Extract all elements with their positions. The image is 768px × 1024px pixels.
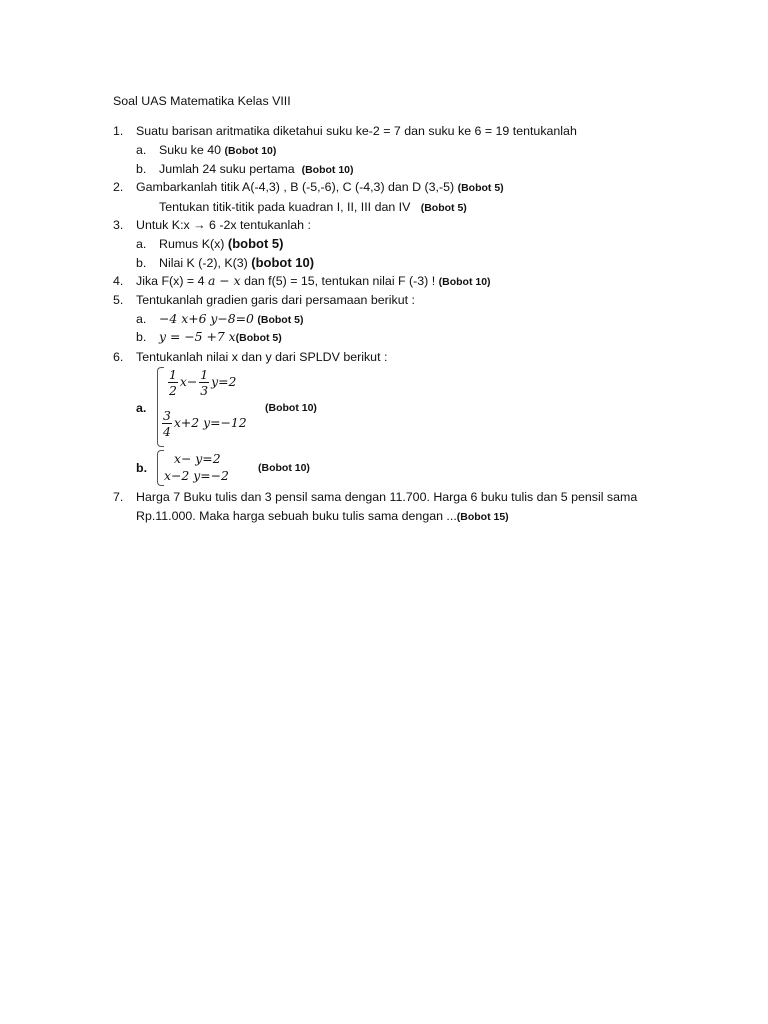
fraction-denominator: 3 xyxy=(200,383,209,398)
question-1a-label: a. xyxy=(136,143,147,157)
question-6a-eq1 xyxy=(166,367,236,398)
question-2-sub-text: Tentukan titik-titik pada kuadran I, II, III dan IV xyxy=(159,200,411,214)
question-4-bobot: (Bobot 10) xyxy=(438,276,491,288)
question-7-line2: Rp.11.000. Maka harga sebuah buku tulis sama dengan ... xyxy=(136,509,457,523)
question-4-math: a − x xyxy=(207,273,241,288)
question-6b-eq2: x−2 y=−2 xyxy=(164,468,229,483)
question-2-bobot: (Bobot 5) xyxy=(457,182,504,194)
question-5a-math: −4 x+6 y−8=0 xyxy=(159,311,254,326)
question-5b-bobot: (Bobot 5) xyxy=(235,332,282,344)
question-5b-label: b. xyxy=(136,330,147,344)
question-5a-bobot: (Bobot 5) xyxy=(257,314,304,326)
question-4-text-post: dan f(5) = 15, tentukan nilai F (-3) ! xyxy=(244,274,436,288)
question-6-text: Tentukanlah nilai x dan y dari SPLDV berikut : xyxy=(136,350,388,364)
question-6b-eq1: x− y=2 xyxy=(174,451,221,466)
question-6-number: 6. xyxy=(113,350,124,364)
question-1b-text: Jumlah 24 suku pertama xyxy=(159,162,295,176)
question-1a-text: Suku ke 40 xyxy=(159,143,221,157)
question-3b-text: Nilai K (-2), K(3) xyxy=(159,256,248,270)
fraction-numerator: 1 xyxy=(169,367,177,382)
question-6b-bobot: (Bobot 10) xyxy=(258,462,310,474)
question-1a-bobot: (Bobot 10) xyxy=(224,145,277,157)
question-7-line1: Harga 7 Buku tulis dan 3 pensil sama dengan 11.700. Harga 6 buku tulis dan 5 pensil sama xyxy=(136,490,638,504)
question-4-text-pre: Jika F(x) = 4 xyxy=(136,274,205,288)
question-3a-bobot: (bobot 5) xyxy=(227,236,284,251)
question-3-number: 3. xyxy=(113,218,124,232)
question-1b-bobot: (Bobot 10) xyxy=(301,164,354,176)
fraction-numerator: 1 xyxy=(200,367,209,382)
question-5a-label: a. xyxy=(136,312,147,326)
question-4-number: 4. xyxy=(113,274,124,288)
question-6a-bobot: (Bobot 10) xyxy=(265,402,317,414)
eq1-middle: x− xyxy=(179,374,198,389)
question-5-number: 5. xyxy=(113,293,124,307)
question-5-text: Tentukanlah gradien garis dari persamaan berikut : xyxy=(136,293,415,307)
question-2-sub-bobot: (Bobot 5) xyxy=(420,202,467,214)
question-7-number: 7. xyxy=(113,490,124,504)
question-3b-bobot: (bobot 10) xyxy=(251,255,315,270)
question-3-text: Untuk K:x → 6 -2x tentukanlah : xyxy=(136,218,311,232)
question-6b-label: b. xyxy=(136,461,148,475)
question-3b-label: b. xyxy=(136,256,147,270)
question-2-number: 2. xyxy=(113,180,124,194)
question-6a-eq2 xyxy=(160,408,247,439)
question-7-bobot: (Bobot 15) xyxy=(456,511,509,523)
fraction-denominator: 4 xyxy=(163,424,171,439)
page-title: Soal UAS Matematika Kelas VIII xyxy=(113,94,291,108)
question-2-text: Gambarkanlah titik A(-4,3) , B (-5,-6), C (-4,3) dan D (3,-5) xyxy=(136,180,455,194)
question-6a-label: a. xyxy=(136,401,147,415)
question-1b-label: b. xyxy=(136,162,147,176)
eq2-end: x+2 y=−12 xyxy=(173,415,247,430)
fraction-denominator: 2 xyxy=(169,383,177,398)
system-brace xyxy=(157,450,164,486)
fraction-numerator: 3 xyxy=(163,408,171,423)
question-1-text: Suatu barisan aritmatika diketahui suku ke-2 = 7 dan suku ke 6 = 19 tentukanlah xyxy=(136,124,577,138)
question-5b-math: y = −5 +7 x xyxy=(159,329,236,344)
question-1-number: 1. xyxy=(113,124,124,138)
eq1-end: y=2 xyxy=(211,374,237,389)
question-3a-text: Rumus K(x) xyxy=(159,237,225,251)
question-3a-label: a. xyxy=(136,237,147,251)
